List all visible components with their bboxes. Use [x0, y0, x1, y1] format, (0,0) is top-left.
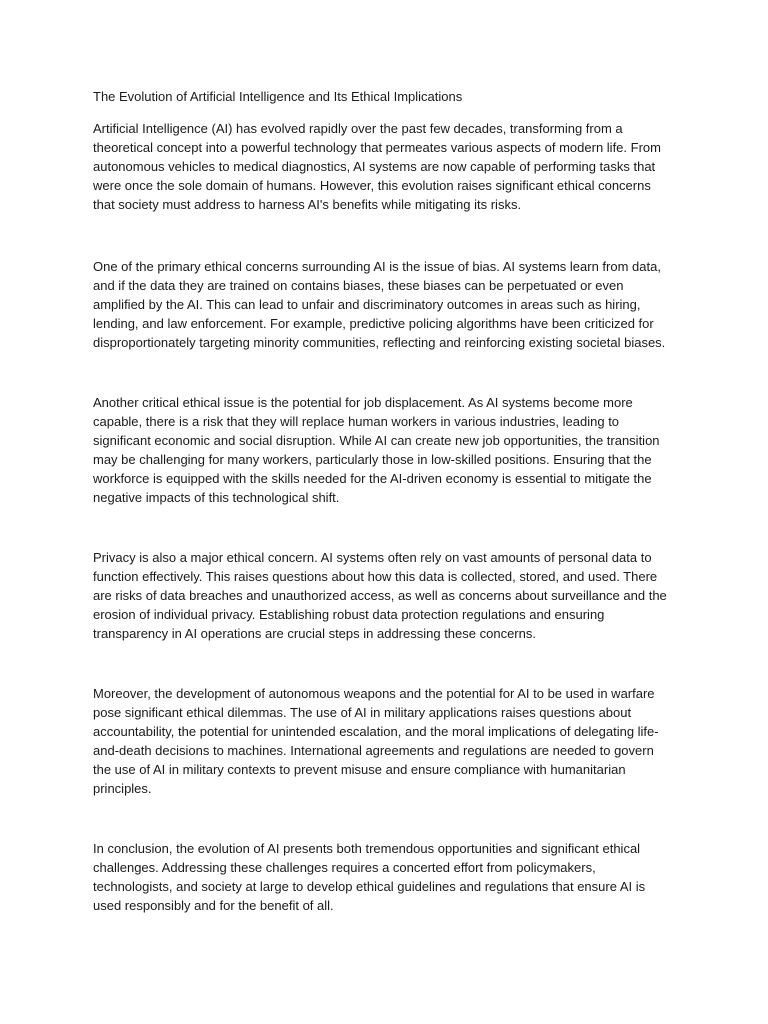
paragraph-introduction: Artificial Intelligence (AI) has evolved rapidly over the past few decades, transforming from a theoretical concept into a powerful technology that permeates various aspects of modern life. From autonomous vehicles to medical diagnostics, AI systems are now capable of performing tasks that were once the sole domain of humans. However, this evolution raises significant ethical concerns that society must address to harness AI's benefits while mitigating its risks. [93, 121, 661, 212]
document-title: The Evolution of Artificial Intelligence and Its Ethical Implications [93, 89, 463, 104]
paragraph-job-displacement: Another critical ethical issue is the potential for job displacement. As AI systems become more capable, there is a risk that they will replace human workers in various industries, leading to significant economic and social disruption. While AI can create new job opportunities, the transition may be challenging for many workers, particularly those in low-skilled positions. Ensuring that the workforce is equipped with the skills needed for the AI-driven economy is essential to mitigate the negative impacts of this technological shift. [93, 395, 660, 505]
paragraph-privacy: Privacy is also a major ethical concern. AI systems often rely on vast amounts of personal data to function effectively. This raises questions about how this data is collected, stored, and used. There are risks of data breaches and unauthorized access, as well as concerns about surveillance and the erosion of individual privacy. Establishing robust data protection regulations and ensuring transparency in AI operations are crucial steps in addressing these concerns. [93, 550, 667, 641]
paragraph-conclusion: In conclusion, the evolution of AI presents both tremendous opportunities and significant ethical challenges. Addressing these challenges requires a concerted effort from policymakers, technologists, and society at large to develop ethical guidelines and regulations that ensure AI is used responsibly and for the benefit of all. [93, 841, 646, 913]
paragraph-autonomous-weapons: Moreover, the development of autonomous weapons and the potential for AI to be used in warfare pose significant ethical dilemmas. The use of AI in military applications raises questions about accountability, the potential for unintended escalation, and the moral implications of delegating life-and-death decisions to machines. International agreements and regulations are needed to govern the use of AI in military contexts to prevent misuse and ensure compliance with humanitarian principles. [93, 686, 659, 796]
paragraph-bias: One of the primary ethical concerns surrounding AI is the issue of bias. AI systems learn from data, and if the data they are trained on contains biases, these biases can be perpetuated or even amplified by the AI. This can lead to unfair and discriminatory outcomes in areas such as hiring, lending, and law enforcement. For example, predictive policing algorithms have been criticized for disproportionately targeting minority communities, reflecting and reinforcing existing societal biases. [93, 259, 666, 350]
document-page [93, 88, 675, 915]
